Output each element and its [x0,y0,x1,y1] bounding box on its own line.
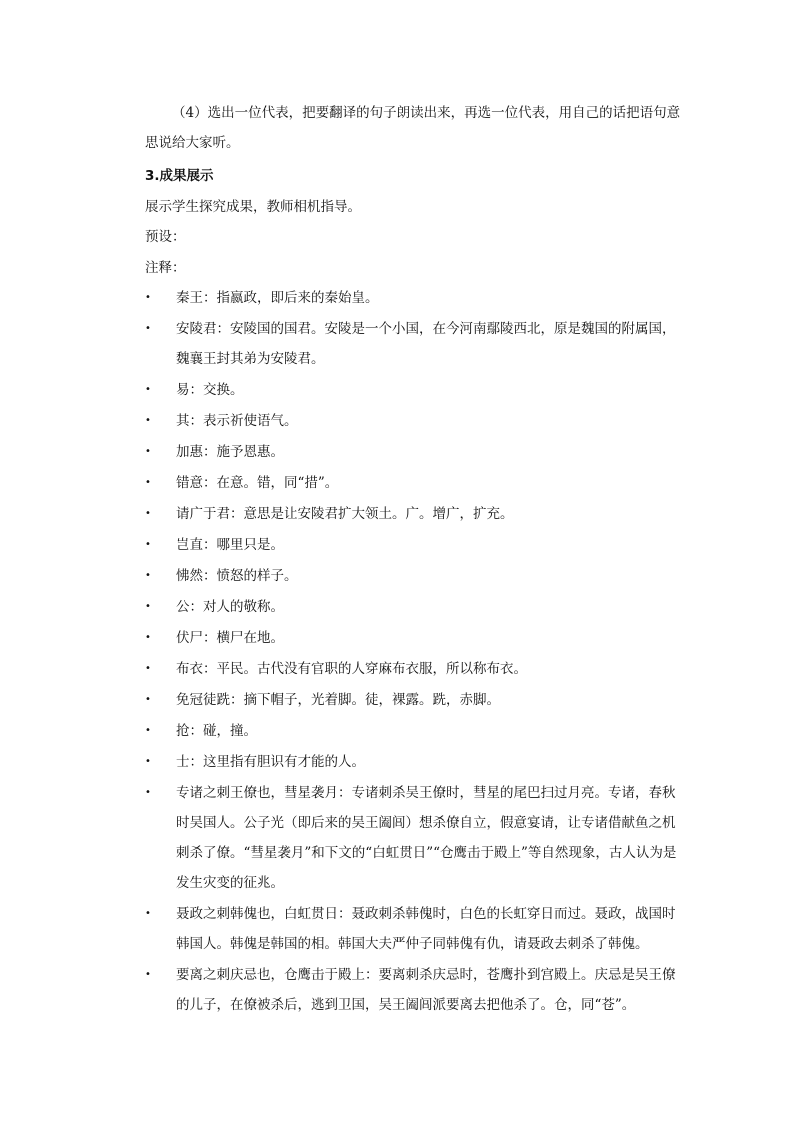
annotation-list [145,283,685,1021]
bullet-marker: • [145,969,151,980]
bullet-marker: • [145,694,151,705]
annotation-item [145,499,685,529]
annotation-text: 安陵君：安陵国的国君。安陵是一个小国，在今河南鄢陵西北，原是魏国的附属国，魏襄王封其弟为安陵君。 [176,321,676,367]
bullet-marker: • [145,508,151,519]
annotation-item [145,406,685,436]
bullet-marker: • [145,292,151,303]
bullet-marker: • [145,756,151,767]
bullet-marker: • [145,908,151,919]
annotation-text: 免冠徒跣：摘下帽子，光着脚。徒，裸露。跣，赤脚。 [176,692,500,708]
annotation-text: 岂直：哪里只是。 [176,537,284,553]
annotation-text: 公：对人的敬称。 [176,599,284,615]
annotation-text: 士：这里指有胆识有才能的人。 [176,754,365,770]
bullet-marker: • [145,787,151,798]
bullet-marker: • [145,725,151,736]
annotation-item [145,375,685,405]
annotation-item [145,314,685,374]
annotation-item [145,623,685,653]
annotation-item [145,561,685,591]
annotation-text: 其：表示祈使语气。 [176,413,298,429]
annotation-item [145,960,685,1020]
section-heading: 3.成果展示 [145,168,214,184]
intro-paragraph: （4）选出一位代表，把要翻译的句子朗读出来，再选一位代表，用自己的话把语句意思说给大家听。 [145,105,681,151]
annotation-item [145,747,685,777]
annotation-item [145,283,685,313]
bullet-marker: • [145,477,151,488]
annotation-text: 易：交换。 [176,382,244,398]
annotation-item [145,685,685,715]
bullet-marker: • [145,601,151,612]
bullet-marker: • [145,446,151,457]
annotation-text: 要离之刺庆忌也，仓鹰击于殿上：要离刺杀庆忌时，苍鹰扑到宫殿上。庆忌是吴王僚的儿子，在僚被杀后，逃到卫国，吴王阖闾派要离去把他杀了。仓，同“苍”。 [176,967,676,1013]
annotation-item [145,654,685,684]
annotation-item [145,437,685,467]
bullet-marker: • [145,323,151,334]
annotation-item [145,778,685,898]
preset-label: 预设： [145,229,186,245]
bullet-marker: • [145,632,151,643]
annotation-text: 请广于君：意思是让安陵君扩大领土。广。增广，扩充。 [176,506,514,522]
bullet-marker: • [145,570,151,581]
annotation-text: 布衣：平民。古代没有官职的人穿麻布衣服，所以称布衣。 [176,661,527,677]
section-text: 展示学生探究成果，教师相机指导。 [145,199,361,215]
annotation-item [145,716,685,746]
annotation-text: 抢：碰，撞。 [176,723,257,739]
annotation-item [145,468,685,498]
annotation-text: 秦王：指嬴政，即后来的秦始皇。 [176,290,379,306]
annotation-text: 聂政之刺韩傀也，白虹贯日：聂政刺杀韩傀时，白色的长虹穿日而过。聂政，战国时韩国人。韩傀是韩国的相。韩国大夫严仲子同韩傀有仇，请聂政去刺杀了韩傀。 [176,906,676,952]
annotation-item [145,899,685,959]
bullet-marker: • [145,415,151,426]
bullet-marker: • [145,539,151,550]
annotation-text: 伏尸：横尸在地。 [176,630,284,646]
bullet-marker: • [145,384,151,395]
annotation-text: 加惠：施予恩惠。 [176,444,284,460]
annotation-item [145,530,685,560]
annotation-item [145,592,685,622]
annotation-text: 错意：在意。错，同“措”。 [176,475,339,491]
notes-label: 注释： [145,260,186,276]
annotation-text: 怫然：愤怒的样子。 [176,568,298,584]
annotation-text: 专诸之刺王僚也，彗星袭月：专诸刺杀吴王僚时，彗星的尾巴扫过月亮。专诸，春秋时吴国人。公子光（即后来的吴王阖闾）想杀僚自立，假意宴请，让专诸借献鱼之机刺杀了僚。“彗星袭月”和下文的“白虹贯日”“仓鹰击于殿上”等自然现象，古人认为是发生灾变的征兆。 [176,785,677,891]
bullet-marker: • [145,663,151,674]
